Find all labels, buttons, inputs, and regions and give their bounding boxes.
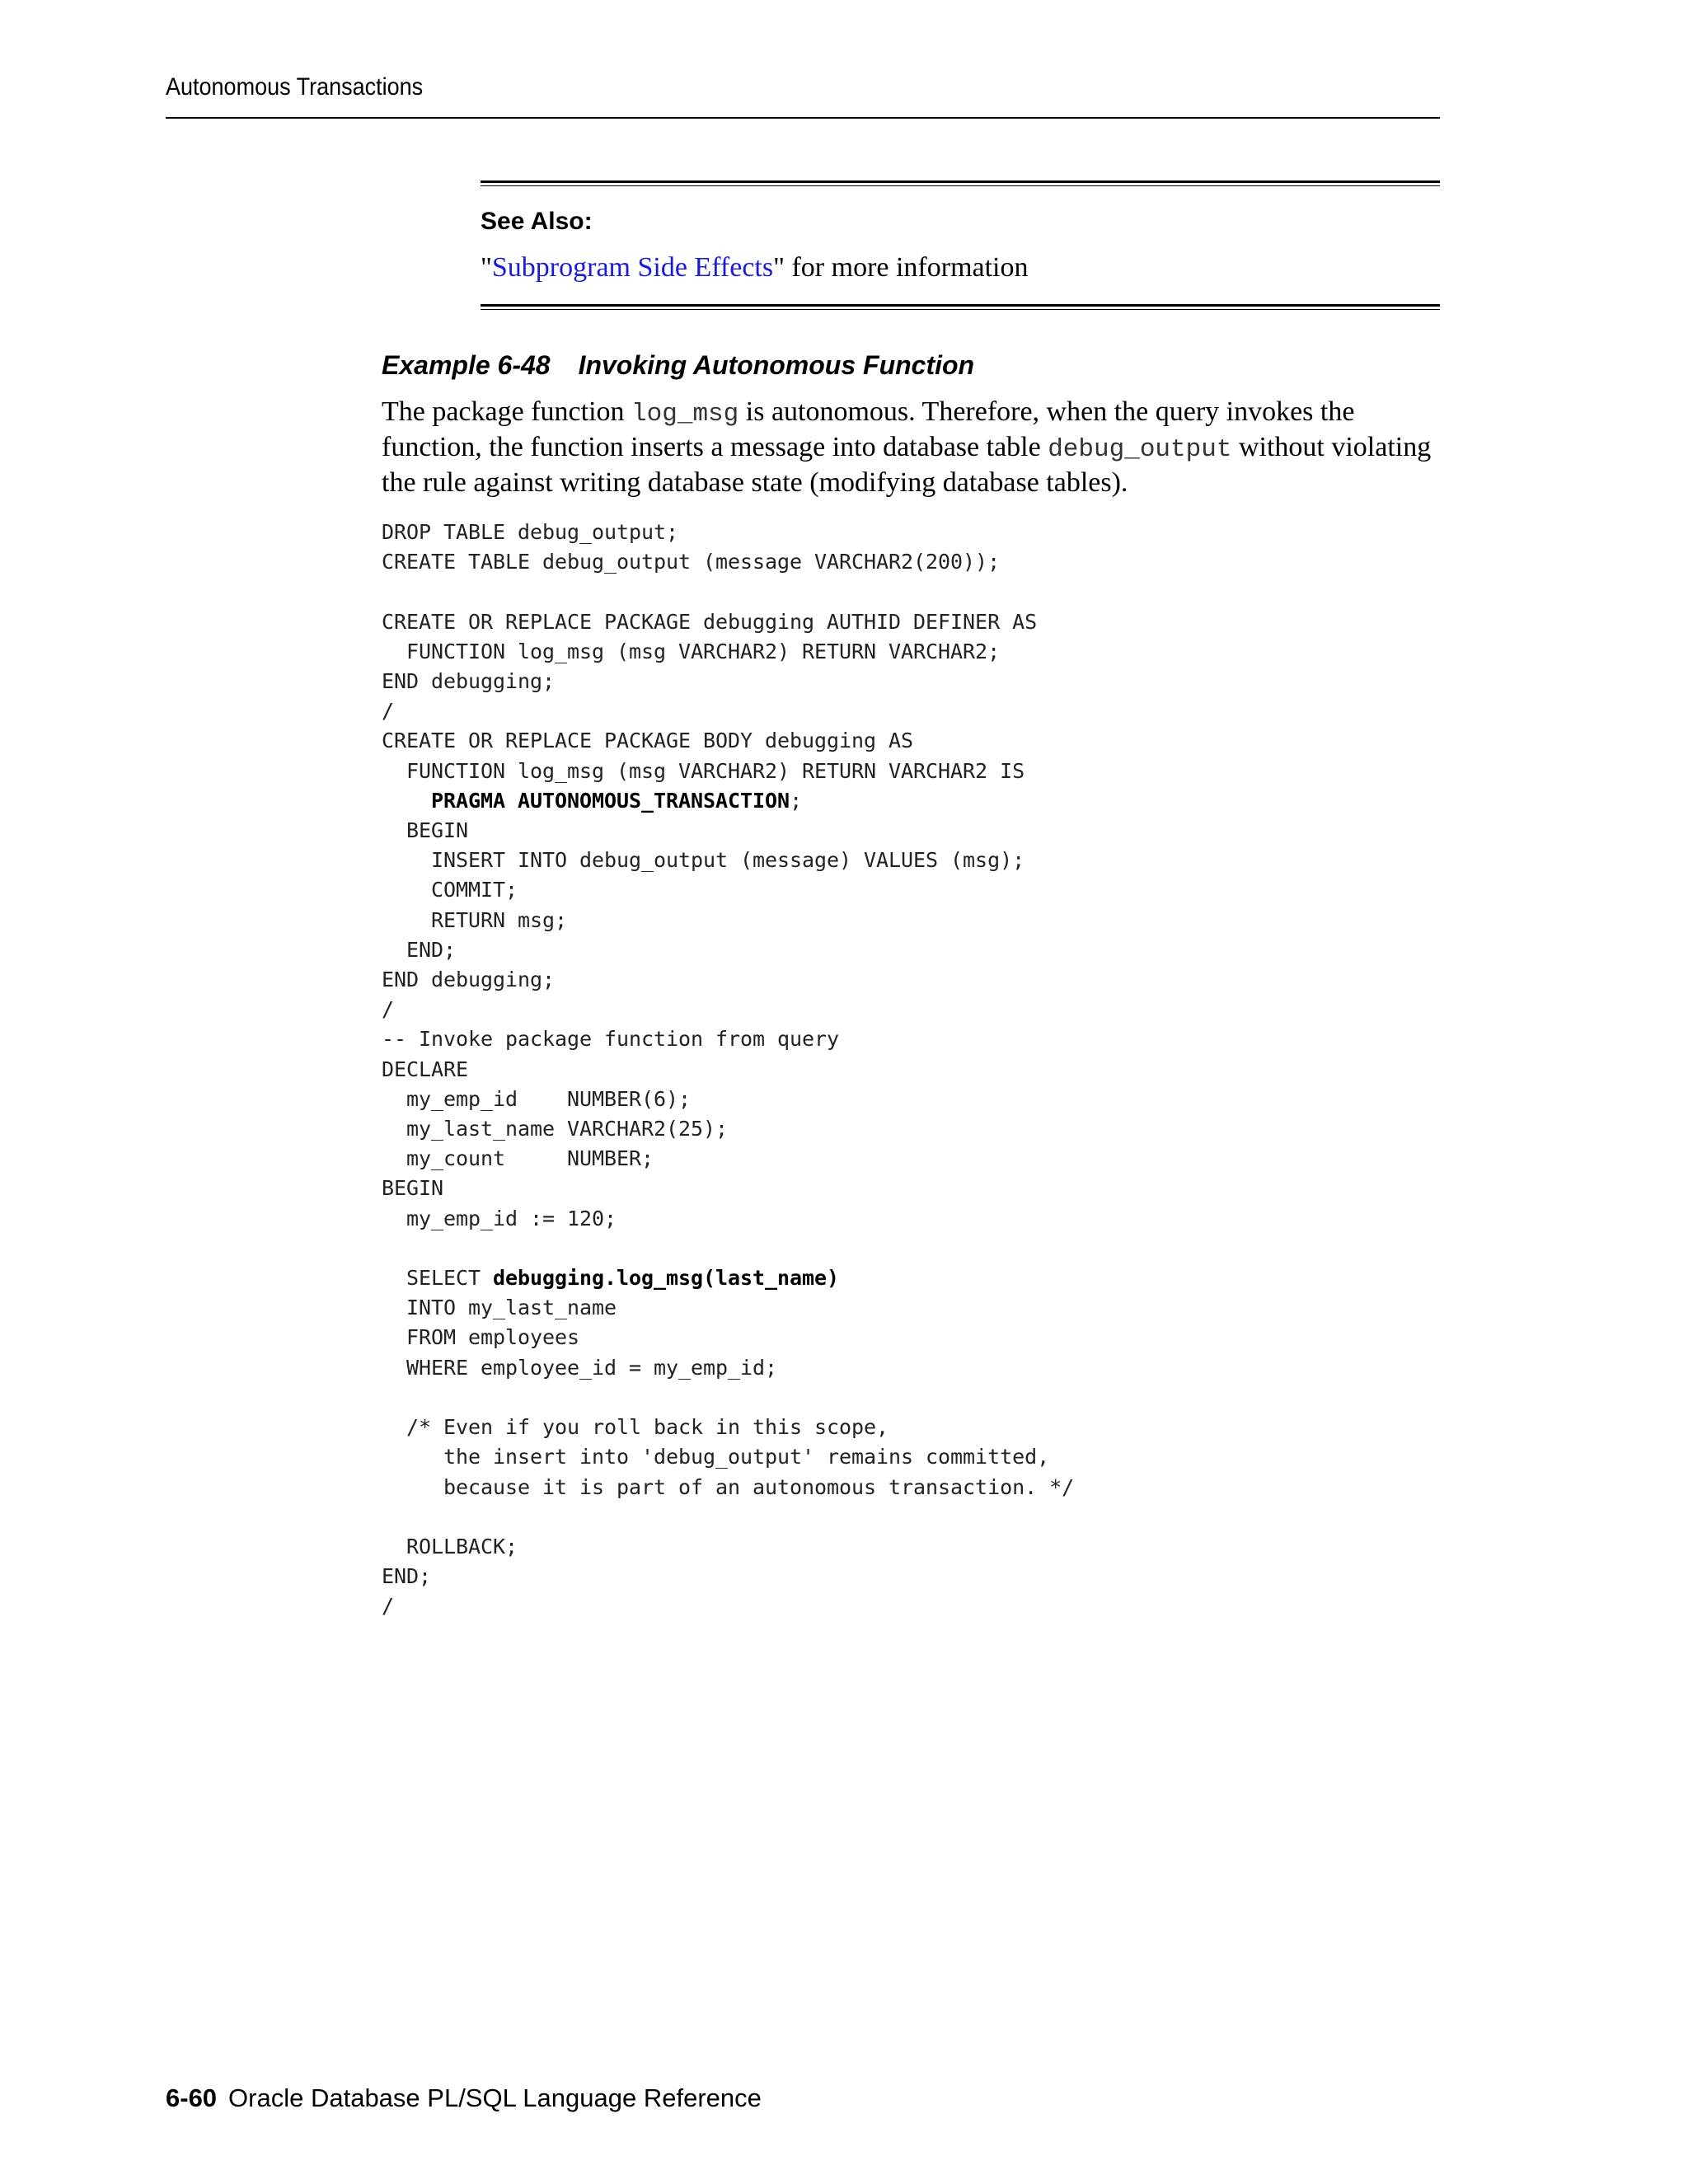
see-also-top-rule xyxy=(481,180,1440,186)
page-number: 6-60 xyxy=(166,2083,218,2112)
desc-code-debug-output: debug_output xyxy=(1048,435,1232,464)
code-segment-3: INTO my_last_name FROM employees WHERE employee_id = my_emp_id; /* Even if you roll back in this scope, the insert into 'debug_output' remains committed, because it is part of an autonomous transaction. */ ROLLBACK; END; / xyxy=(382,1296,1075,1619)
subprogram-side-effects-link[interactable]: Subprogram Side Effects xyxy=(491,252,774,283)
code-segment-2: ; BEGIN INSERT INTO debug_output (message) VALUES (msg); COMMIT; RETURN msg; END; END debugging; / -- Invoke package function from query DECLARE my_emp_id NUMBER(6); my_last_name VARCHAR2(25); my_count NUMBER; BEGIN my_emp_id := 120; SELECT xyxy=(382,788,1025,1291)
example-caption xyxy=(382,350,974,381)
see-also-bottom-rule xyxy=(481,304,1440,310)
see-also-rest: " for more information xyxy=(773,252,1029,283)
page-footer xyxy=(166,2083,762,2113)
header-divider xyxy=(166,117,1440,119)
desc-text-3: without violating the rule against writing database state (modifying database tables). xyxy=(382,432,1432,498)
example-description xyxy=(382,396,1445,499)
see-also-quote-open: " xyxy=(481,252,492,283)
example-number: Example 6-48 xyxy=(382,350,551,380)
see-also-heading: See Also: xyxy=(481,208,593,235)
desc-text-1: The package function xyxy=(382,396,632,427)
desc-code-log-msg: log_msg xyxy=(631,400,739,429)
code-bold-log-msg-call: debugging.log_msg(last_name) xyxy=(493,1266,840,1291)
code-bold-pragma: PRAGMA AUTONOMOUS_TRANSACTION xyxy=(431,788,790,813)
see-also-text xyxy=(481,251,1440,284)
see-also-box xyxy=(481,180,1440,310)
code-listing xyxy=(382,518,1074,1622)
running-header-title: Autonomous Transactions xyxy=(166,73,424,101)
code-segment-1: DROP TABLE debug_output; CREATE TABLE debug_output (message VARCHAR2(200)); CREATE OR REPLACE PACKAGE debugging AUTHID DEFINER AS FUNCTION log_msg (msg VARCHAR2) RETURN VARCHAR2; END debugging; / CREATE OR REPLACE PACKAGE BODY debugging AS FUNCTION log_msg (msg VARCHAR2) RETURN VARCHAR2 IS xyxy=(382,520,1038,783)
desc-text-2: is autonomous. Therefore, when the query invokes the function, the function inserts a message into database table xyxy=(382,396,1355,462)
book-title: Oracle Database PL/SQL Language Reference xyxy=(228,2083,762,2112)
example-title: Invoking Autonomous Function xyxy=(578,350,975,380)
